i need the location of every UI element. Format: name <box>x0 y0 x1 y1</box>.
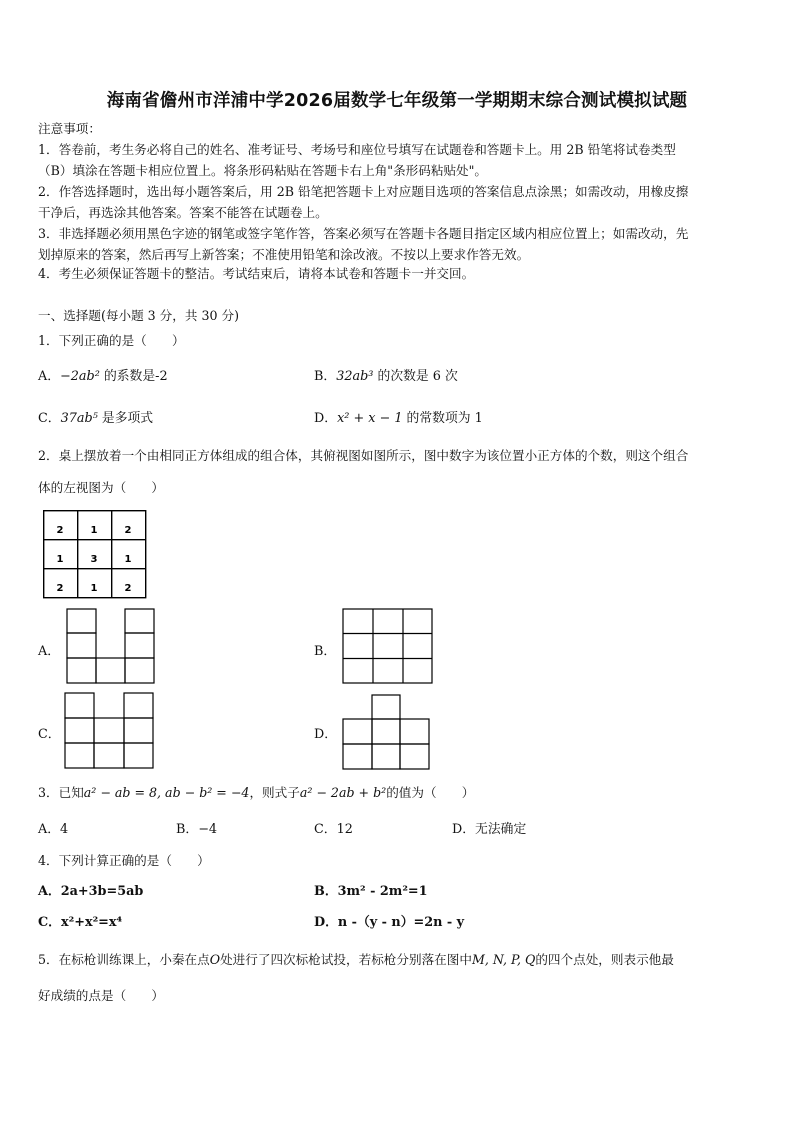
q2-option-b-figure <box>342 608 434 684</box>
grid-cell: 1 <box>56 554 64 565</box>
grid-cell: 1 <box>124 554 132 565</box>
question-4-stem: 4．下列计算正确的是（ ） <box>38 853 210 868</box>
q3-expression-math: a² − 2ab + b² <box>299 785 387 800</box>
grid-cell: 2 <box>56 583 64 594</box>
q4-option-b: B．3m² - 2m²=1 <box>314 884 428 899</box>
grid-cell: 1 <box>90 525 98 536</box>
q1-option-d-math: x² + x − 1 <box>337 411 403 426</box>
q2-option-c-label: C． <box>38 727 61 742</box>
q2-option-c-figure <box>64 692 156 770</box>
q1-option-b-math: 32ab³ <box>336 369 374 384</box>
q1-option-d: D．x² + x − 1 的常数项为 1 <box>314 411 483 426</box>
question-5-stem-cont: 好成绩的点是（ ） <box>38 988 164 1003</box>
q2-option-d-figure <box>342 694 432 770</box>
q2-option-a-figure <box>66 608 158 684</box>
q4-option-a: A．2a+3b=5ab <box>38 884 144 899</box>
q4-option-d: D．n -（y - n）=2n - y <box>314 915 465 930</box>
q2-option-d-label: D． <box>314 727 338 742</box>
q5-point-o: O <box>209 952 221 967</box>
q3-option-b: B．−4 <box>176 822 218 837</box>
q1-option-a: A．−2ab² 的系数是-2 <box>38 369 168 384</box>
q1-option-a-math: −2ab² <box>60 369 100 384</box>
notice-line: 干净后，再选涂其他答案。答案不能答在试题卷上。 <box>38 205 328 220</box>
q2-option-b-label: B． <box>314 644 337 659</box>
grid-cell: 3 <box>90 554 98 565</box>
q3-option-c: C．12 <box>314 822 353 837</box>
notice-heading: 注意事项： <box>38 121 101 136</box>
grid-cell: 2 <box>124 583 132 594</box>
q5-points: M, N, P, Q <box>471 952 536 967</box>
notice-line: （B）填涂在答题卡相应位置上。将条形码粘贴在答题卡右上角"条形码粘贴处"。 <box>38 163 488 178</box>
notice-line: 2．作答选择题时，选出每小题答案后，用 2B 铅笔把答题卡上对应题目选项的答案信息点涂黑；如需改动，用橡皮擦 <box>38 184 689 199</box>
q3-option-d: D．无法确定 <box>452 822 527 837</box>
q1-option-c: C．37ab⁵ 是多项式 <box>38 411 154 426</box>
question-2-stem-cont: 体的左视图为（ ） <box>38 480 164 495</box>
notice-line: 4．考生必须保证答题卡的整洁。考试结束后，请将本试卷和答题卡一并交回。 <box>38 266 475 281</box>
q2-option-a-label: A． <box>38 644 61 659</box>
question-2-stem: 2．桌上摆放着一个由相同正方体组成的组合体，其俯视图如图所示，图中数字为该位置小正方体的个数，则这个组合 <box>38 448 689 463</box>
notice-line: 3．非选择题必须用黑色字迹的钢笔或签字笔作答，答案必须写在答题卡各题目指定区域内相应位置上；如需改动，先 <box>38 226 689 241</box>
question-3-stem: 3．已知a² − ab = 8, ab − b² = −4，则式子a² − 2ab + b²的值为（ ） <box>38 785 475 800</box>
grid-cell: 2 <box>56 525 64 536</box>
q1-option-b: B．32ab³ 的次数是 6 次 <box>314 369 458 384</box>
q1-option-c-math: 37ab⁵ <box>60 411 98 426</box>
question-5-stem: 5．在标枪训练课上，小秦在点O处进行了四次标枪试投，若标枪分别落在图中M, N, P, Q的四个点处，则表示他最 <box>38 952 674 967</box>
question-1-stem: 1．下列正确的是（ ） <box>38 333 185 348</box>
notice-line: 1．答卷前，考生务必将自己的姓名、准考证号、考场号和座位号填写在试题卷和答题卡上。用 2B 铅笔将试卷类型 <box>38 142 676 157</box>
notice-line: 划掉原来的答案，然后再写上新答案；不准使用铅笔和涂改液。不按以上要求作答无效。 <box>38 247 530 262</box>
q3-option-a: A．4 <box>38 822 69 837</box>
section-heading: 一、选择题(每小题 3 分，共 30 分) <box>38 308 240 323</box>
top-view-grid <box>43 510 148 600</box>
grid-cell: 1 <box>90 583 98 594</box>
q3-condition-math: a² − ab = 8, ab − b² = −4 <box>83 785 250 800</box>
q4-option-c: C．x²+x²=x⁴ <box>38 915 123 930</box>
page-title: 海南省儋州市洋浦中学2026届数学七年级第一学期期末综合测试模拟试题 <box>106 91 688 111</box>
grid-cell: 2 <box>124 525 132 536</box>
